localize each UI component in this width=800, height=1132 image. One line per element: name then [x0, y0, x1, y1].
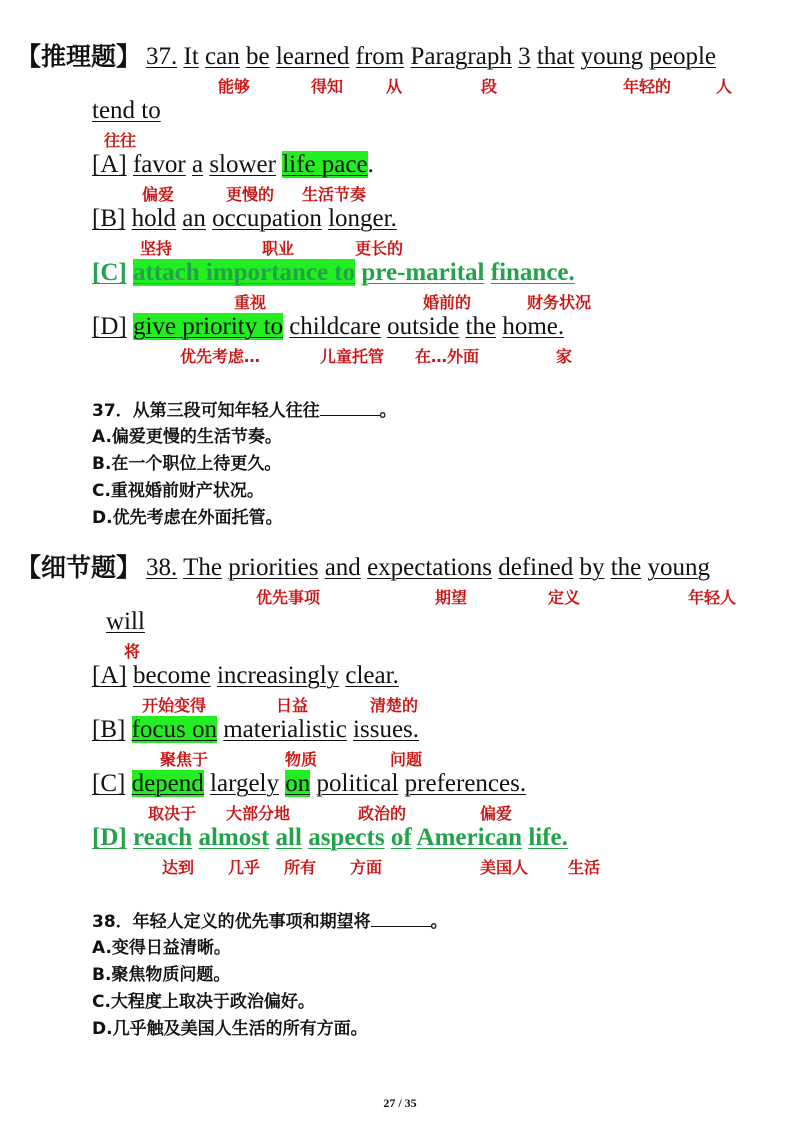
highlighted-phrase: depend — [131, 770, 204, 797]
option-letter: [D] — [92, 313, 127, 340]
answer-blank — [320, 399, 380, 416]
stem-word: It — [183, 43, 199, 70]
option-letter: [C] — [92, 770, 126, 797]
highlighted-phrase: give priority to — [132, 313, 283, 340]
option-word: a — [191, 151, 204, 178]
question-type-tag: 【推理题】 — [16, 42, 142, 71]
option-word: life. — [528, 824, 568, 851]
gloss: 问题 — [390, 750, 423, 769]
gloss: 婚前的 — [423, 293, 472, 312]
cn-question-text: 38．年轻人定义的优先事项和期望将 — [92, 912, 371, 932]
gloss: 家 — [556, 347, 573, 366]
option-word: finance. — [490, 259, 575, 286]
option-word: longer. — [328, 205, 397, 232]
gloss: 定义 — [548, 588, 581, 607]
gloss: 段 — [481, 77, 498, 96]
gloss: 职业 — [262, 239, 295, 258]
stem-word: that — [536, 43, 575, 70]
cn-option: B.在一个职位上待更久。 — [92, 454, 282, 474]
gloss: 生活 — [568, 858, 601, 877]
option-word: largely — [210, 770, 279, 797]
question-type-tag: 【细节题】 — [16, 553, 142, 582]
stem-word: expectations — [367, 554, 493, 581]
option-word: almost — [198, 824, 270, 851]
stem-word: defined — [498, 554, 574, 581]
gloss: 财务状况 — [527, 293, 592, 312]
option-word: childcare — [289, 313, 381, 340]
option-word: favor — [132, 151, 186, 178]
option-letter: [A] — [92, 151, 127, 178]
gloss: 期望 — [435, 588, 468, 607]
question-stem-line2 — [106, 607, 145, 637]
gloss: 更慢的 — [226, 185, 275, 204]
highlighted-phrase: attach importance to — [132, 259, 356, 286]
option-letter: [B] — [92, 716, 126, 743]
question-stem — [146, 42, 716, 72]
gloss: 重视 — [234, 293, 267, 312]
option-word: aspects — [308, 824, 385, 851]
cn-question-end: 。 — [379, 401, 397, 421]
gloss: 优先考虑… — [180, 347, 261, 366]
option-a — [92, 661, 399, 691]
gloss: 达到 — [162, 858, 195, 877]
option-d — [92, 312, 564, 342]
option-c — [92, 769, 526, 799]
cn-option: B.聚焦物质问题。 — [92, 965, 231, 985]
stem-word: by — [579, 554, 605, 581]
highlighted-phrase: on — [285, 770, 311, 797]
gloss: 所有 — [284, 858, 317, 877]
stem-word: priorities — [228, 554, 319, 581]
cn-option: A.变得日益清晰。 — [92, 938, 231, 958]
option-word: occupation — [212, 205, 322, 232]
stem-word: people — [649, 43, 716, 70]
option-d-correct — [92, 823, 568, 853]
option-word: clear. — [345, 662, 399, 689]
stem-word: young — [580, 43, 644, 70]
option-word: of — [390, 824, 412, 851]
gloss: 坚持 — [140, 239, 173, 258]
cn-question — [92, 910, 448, 933]
option-b — [92, 715, 419, 745]
gloss: 年轻人 — [688, 588, 737, 607]
option-word: materialistic — [223, 716, 347, 743]
gloss: 清楚的 — [370, 696, 419, 715]
option-word: an — [182, 205, 206, 232]
cn-option: D.优先考虑在外面托管。 — [92, 508, 283, 528]
option-word: outside — [387, 313, 460, 340]
option-b — [92, 204, 397, 234]
gloss: 大部分地 — [226, 804, 291, 823]
option-word: all — [275, 824, 302, 851]
option-punctuation: . — [367, 151, 374, 178]
stem-word: the — [610, 554, 642, 581]
gloss: 生活节奏 — [302, 185, 367, 204]
gloss: 政治的 — [358, 804, 407, 823]
highlighted-phrase: focus on — [131, 716, 217, 743]
answer-blank — [371, 910, 431, 927]
stem-word: from — [355, 43, 405, 70]
gloss: 聚焦于 — [160, 750, 209, 769]
option-letter: [A] — [92, 662, 127, 689]
gloss: 方面 — [350, 858, 383, 877]
gloss: 更长的 — [355, 239, 404, 258]
option-letter: [C] — [92, 259, 127, 286]
option-word: reach — [132, 824, 193, 851]
option-a — [92, 150, 374, 180]
cn-question-text: 37．从第三段可知年轻人往往 — [92, 401, 320, 421]
gloss: 儿童托管 — [320, 347, 385, 366]
option-word: pre-marital — [361, 259, 485, 286]
cn-option: A.偏爱更慢的生活节奏。 — [92, 427, 282, 447]
gloss: 取决于 — [148, 804, 197, 823]
gloss: 偏爱 — [480, 804, 513, 823]
option-word: political — [316, 770, 399, 797]
gloss: 物质 — [285, 750, 318, 769]
stem-word: and — [324, 554, 361, 581]
cn-option: D.几乎触及美国人生活的所有方面。 — [92, 1019, 368, 1039]
gloss: 能够 — [218, 77, 251, 96]
stem-word: Paragraph — [410, 43, 512, 70]
gloss: 在…外面 — [415, 347, 480, 366]
cn-option: C.重视婚前财产状况。 — [92, 481, 264, 501]
gloss: 美国人 — [480, 858, 529, 877]
stem-word: young — [647, 554, 711, 581]
option-word: slower — [209, 151, 276, 178]
option-word: become — [132, 662, 211, 689]
stem-word: tend to — [92, 97, 161, 124]
option-word: the — [465, 313, 497, 340]
option-word: increasingly — [216, 662, 340, 689]
gloss: 几乎 — [228, 858, 261, 877]
option-word: issues. — [353, 716, 420, 743]
stem-word: The — [183, 554, 222, 581]
question-stem — [146, 553, 710, 583]
stem-word: learned — [275, 43, 350, 70]
option-word: home. — [502, 313, 565, 340]
cn-question-end: 。 — [430, 912, 448, 932]
gloss: 往往 — [104, 131, 137, 150]
stem-word: 37. — [146, 43, 178, 70]
stem-word: can — [205, 43, 240, 70]
gloss: 从 — [386, 77, 403, 96]
gloss: 优先事项 — [256, 588, 321, 607]
option-word: American — [416, 824, 523, 851]
stem-word: be — [245, 43, 270, 70]
gloss: 开始变得 — [142, 696, 207, 715]
gloss: 人 — [716, 77, 733, 96]
page-number: 27 / 35 — [383, 1096, 417, 1110]
cn-question — [92, 399, 397, 422]
option-letter: [B] — [92, 205, 126, 232]
gloss: 日益 — [276, 696, 309, 715]
gloss: 年轻的 — [623, 77, 672, 96]
option-word: preferences. — [404, 770, 527, 797]
highlighted-phrase: life pace — [282, 151, 368, 178]
question-stem-line2 — [92, 96, 161, 126]
stem-word: 38. — [146, 554, 178, 581]
stem-word: will — [106, 608, 145, 635]
gloss: 偏爱 — [142, 185, 175, 204]
option-letter: [D] — [92, 824, 127, 851]
gloss: 得知 — [311, 77, 344, 96]
gloss: 将 — [124, 642, 141, 661]
option-word: hold — [131, 205, 177, 232]
stem-word: 3 — [518, 43, 531, 70]
option-c-correct — [92, 258, 575, 288]
cn-option: C.大程度上取决于政治偏好。 — [92, 992, 315, 1012]
